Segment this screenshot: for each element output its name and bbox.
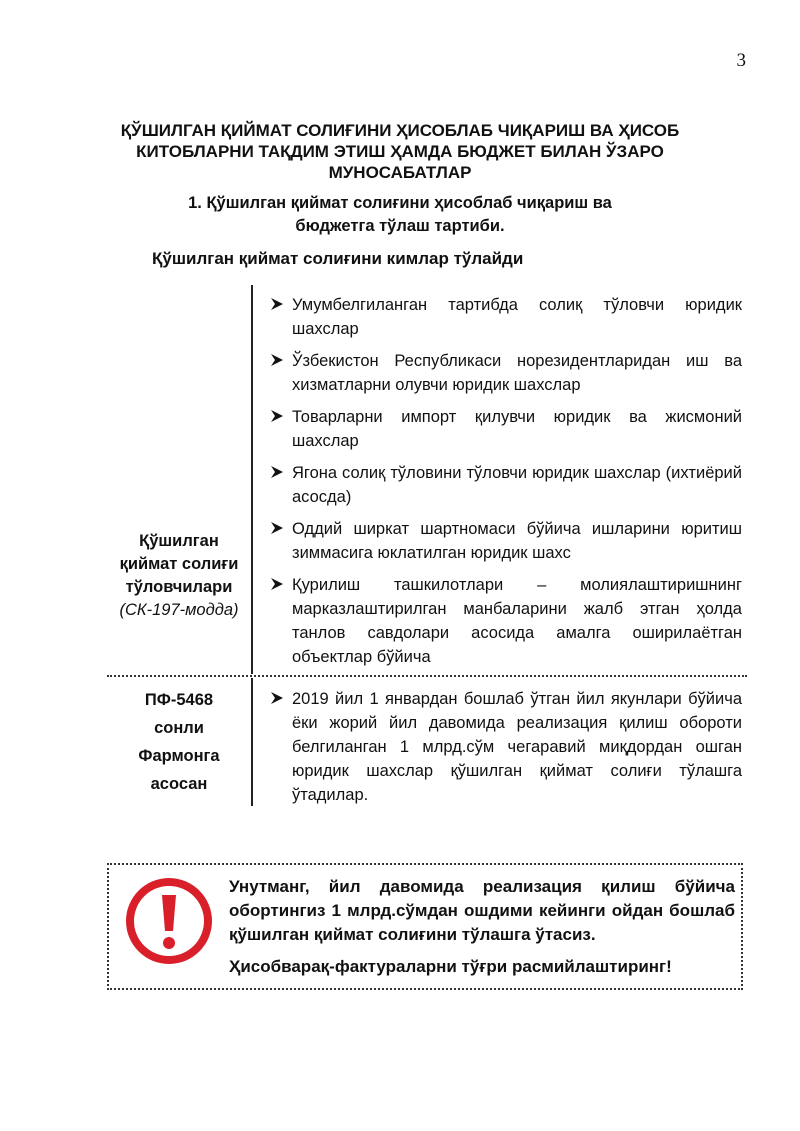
list-item xyxy=(270,687,742,807)
arrow-bullet-icon xyxy=(270,293,292,311)
arrow-bullet-icon xyxy=(270,687,292,705)
page-number: 3 xyxy=(736,50,746,71)
list-item xyxy=(270,573,742,669)
warning-box xyxy=(107,863,743,990)
decree-list xyxy=(270,687,742,815)
list-item-text: Умумбелгиланган тартибда солиқ тўловчи юридик шахслар xyxy=(292,296,742,338)
decree-label xyxy=(115,686,243,798)
payers-label-bold: Қўшилган қиймат солиғи тўловчилари xyxy=(119,532,239,596)
list-item xyxy=(270,405,742,453)
warning-message: Унутманг, йил давомида реализация қилиш бўйича обортингиз 1 млрд.сўмдан ошдими кейинги ойдан бошлаб қўшилган қиймат солиғини тўлашга ўтасиз. xyxy=(229,877,735,944)
list-item-text: 2019 йил 1 январдан бошлаб ўтган йил якунлари бўйича ёки жорий йил давомида реализация қилиш обороти белгиланган 1 млрд.сўм чегаравий миқдордан ошган юридик шахслар қўшилган қиймат солиғи тўлашга ўтадилар. xyxy=(292,690,742,804)
decree-basis: сонли Фармонга асосан xyxy=(138,719,220,793)
payers-list xyxy=(270,293,742,677)
warning-emphasis: Ҳисобварақ-фактураларни тўғри расмийлаштиринг! xyxy=(229,957,672,976)
exclamation-circle-icon xyxy=(123,875,215,972)
sub-heading: Қўшилган қиймат солиғини кимлар тўлайди xyxy=(152,249,524,268)
arrow-bullet-icon xyxy=(270,405,292,423)
list-item-text: Қурилиш ташкилотлари – молиялаштиришнинг марказлаштирилган манбаларини жалб этган ҳолда танлов савдолари асосида амалга оширилаётган объектлар бўйича xyxy=(292,576,742,666)
payers-label xyxy=(115,530,243,622)
list-item-text: Товарларни импорт қилувчи юридик ва жисмоний шахслар xyxy=(292,408,742,450)
list-item-text: Оддий ширкат шартномаси бўйича ишларини юритиш зиммасига юклатилган юридик шахс xyxy=(292,520,742,562)
arrow-bullet-icon xyxy=(270,573,292,591)
arrow-bullet-icon xyxy=(270,461,292,479)
list-item xyxy=(270,517,742,565)
list-item xyxy=(270,293,742,341)
arrow-bullet-icon xyxy=(270,517,292,535)
list-item xyxy=(270,349,742,397)
section-title: 1. Қўшилган қиймат солиғини ҳисоблаб чиқариш ва бюджетга тўлаш тартиби. xyxy=(188,194,612,235)
list-item xyxy=(270,461,742,509)
arrow-bullet-icon xyxy=(270,349,292,367)
list-item-text: Ўзбекистон Республикаси норезидентларидан иш ва хизматларни олувчи юридик шахслар xyxy=(292,352,742,394)
column-divider-top xyxy=(251,285,253,674)
list-item-text: Ягона солиқ тўловини тўловчи юридик шахслар (ихтиёрий асосда) xyxy=(292,464,742,506)
warning-text xyxy=(229,875,735,979)
payers-label-article: (СК-197-модда) xyxy=(119,601,239,619)
main-title: ҚЎШИЛГАН ҚИЙМАТ СОЛИҒИНИ ҲИСОБЛАБ ЧИҚАРИШ ВА ҲИСОБ КИТОБЛАРНИ ТАҚДИМ ЭТИШ ҲАМДА БЮДЖЕТ БИЛАН ЎЗАРО МУНОСАБАТЛАР xyxy=(120,121,680,182)
column-divider-bottom xyxy=(251,678,253,806)
decree-number: ПФ-5468 xyxy=(144,691,214,709)
